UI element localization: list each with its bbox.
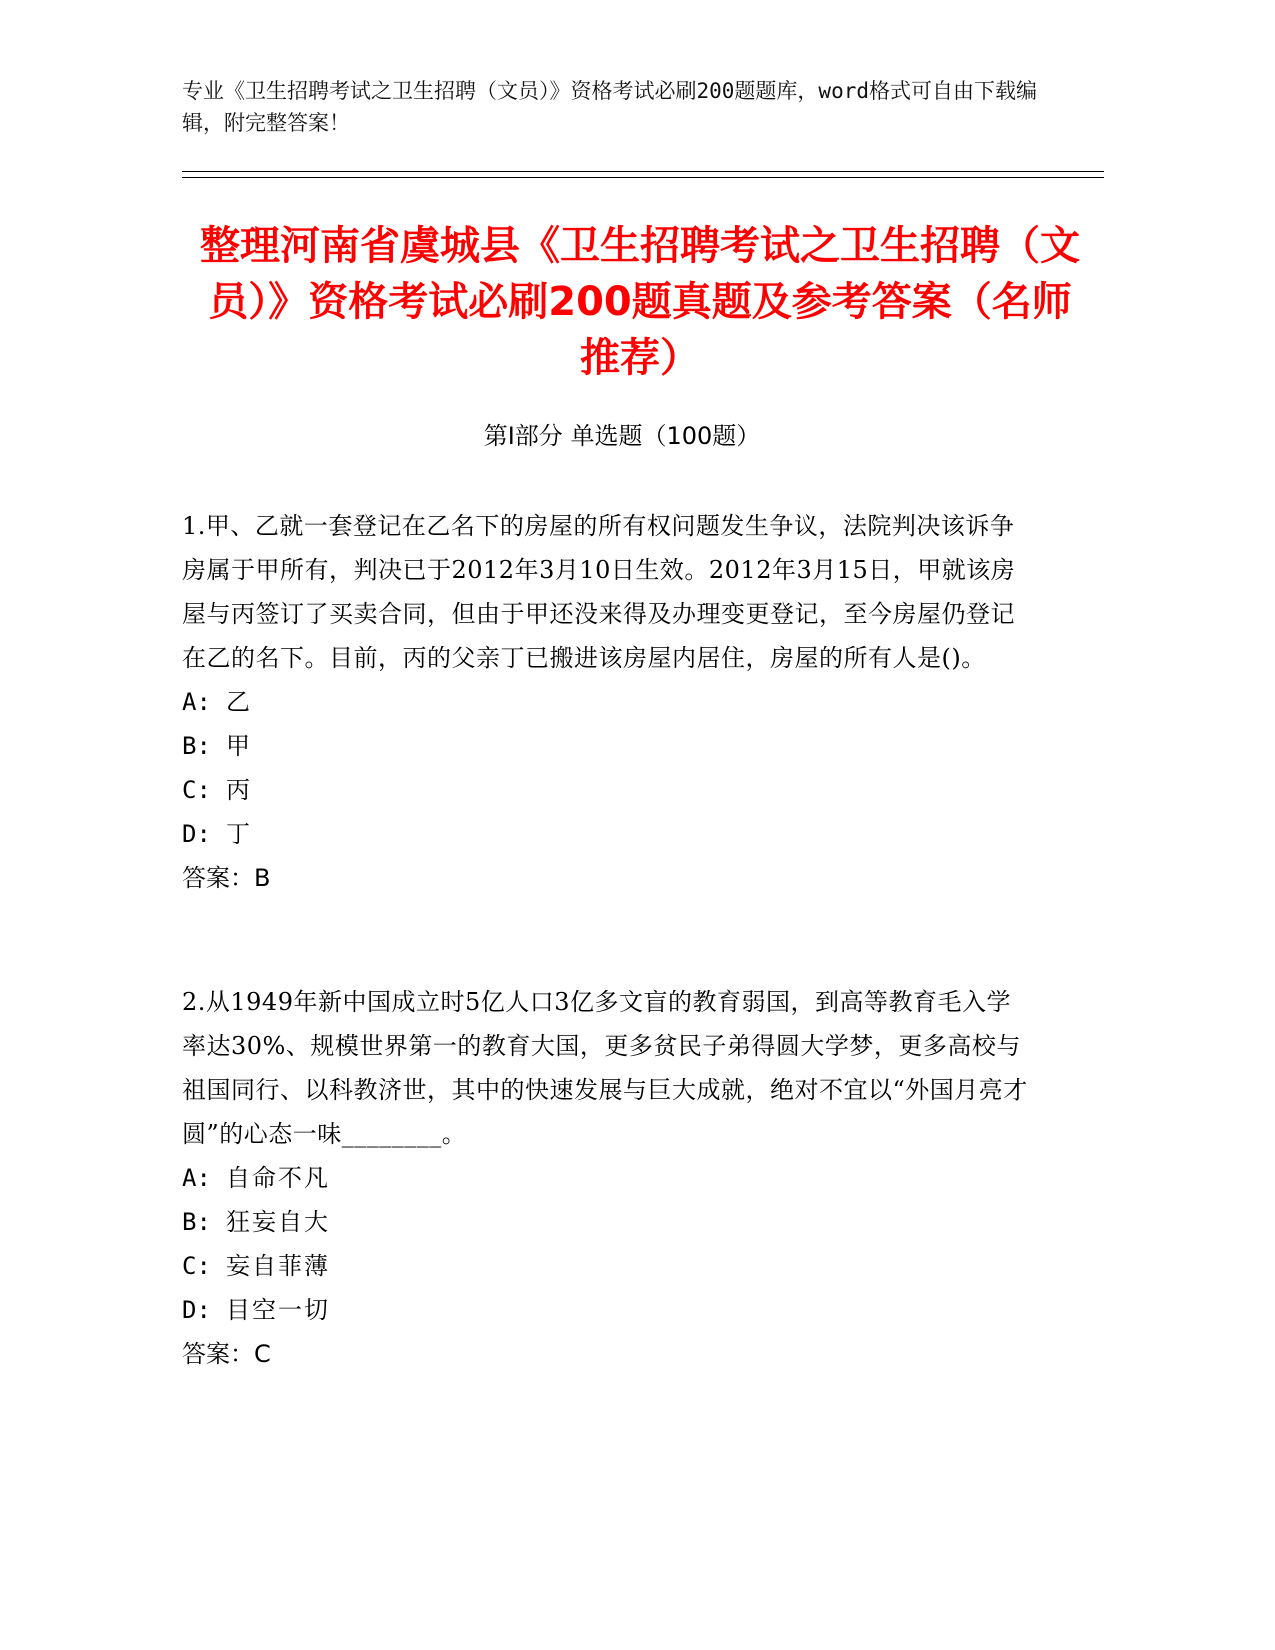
option-key: A:: [182, 1164, 211, 1192]
header-divider-bottom: [182, 177, 1104, 178]
option-text: 狂妄自大: [226, 1208, 330, 1236]
option-c: [182, 1244, 1032, 1288]
option-text: 甲: [226, 732, 252, 760]
option-text: 丙: [226, 776, 252, 804]
option-key: C:: [182, 776, 211, 804]
option-a: [182, 680, 1032, 724]
option-key: C:: [182, 1252, 211, 1280]
option-text: 自命不凡: [226, 1164, 330, 1192]
option-a: [182, 1156, 1032, 1200]
option-d: [182, 812, 1032, 856]
option-d: [182, 1288, 1032, 1332]
option-text: 目空一切: [226, 1296, 330, 1324]
section-heading: 第Ⅰ部分 单选题（100题）: [483, 422, 761, 450]
header-note: 专业《卫生招聘考试之卫生招聘（文员）》资格考试必刷200题题库，word格式可自由下载编辑，附完整答案！: [182, 79, 1037, 135]
option-text: 妄自菲薄: [226, 1252, 330, 1280]
header-divider-top: [182, 171, 1104, 172]
option-text: 丁: [226, 820, 252, 848]
option-b: [182, 724, 1032, 768]
question-2: [182, 980, 1032, 1376]
option-c: [182, 768, 1032, 812]
answer: 答案：C: [182, 1340, 271, 1368]
question-stem: 2.从1949年新中国成立时5亿人口3亿多文盲的教育弱国，到高等教育毛入学率达30%、规模世界第一的教育大国，更多贫民子弟得圆大学梦，更多高校与祖国同行、以科教济世，其中的快速发展与巨大成就，绝对不宜以“外国月亮才圆”的心态一味________。: [182, 988, 1028, 1148]
answer: 答案：B: [182, 864, 271, 892]
question-1: [182, 504, 1032, 900]
option-text: 乙: [226, 688, 252, 716]
question-stem: 1.甲、乙就一套登记在乙名下的房屋的所有权问题发生争议，法院判决该诉争房属于甲所有，判决已于2012年3月10日生效。2012年3月15日，甲就该房屋与丙签订了买卖合同，但由于甲还没来得及办理变更登记，至今房屋仍登记在乙的名下。目前，丙的父亲丁已搬进该房屋内居住，房屋的所有人是()。: [182, 512, 1016, 672]
document-title: 整理河南省虞城县《卫生招聘考试之卫生招聘（文员）》资格考试必刷200题真题及参考答案（名师推荐）: [200, 223, 1080, 381]
option-key: D:: [182, 820, 211, 848]
option-key: B:: [182, 1208, 211, 1236]
option-key: A:: [182, 688, 211, 716]
option-key: D:: [182, 1296, 211, 1324]
option-b: [182, 1200, 1032, 1244]
option-key: B:: [182, 732, 211, 760]
